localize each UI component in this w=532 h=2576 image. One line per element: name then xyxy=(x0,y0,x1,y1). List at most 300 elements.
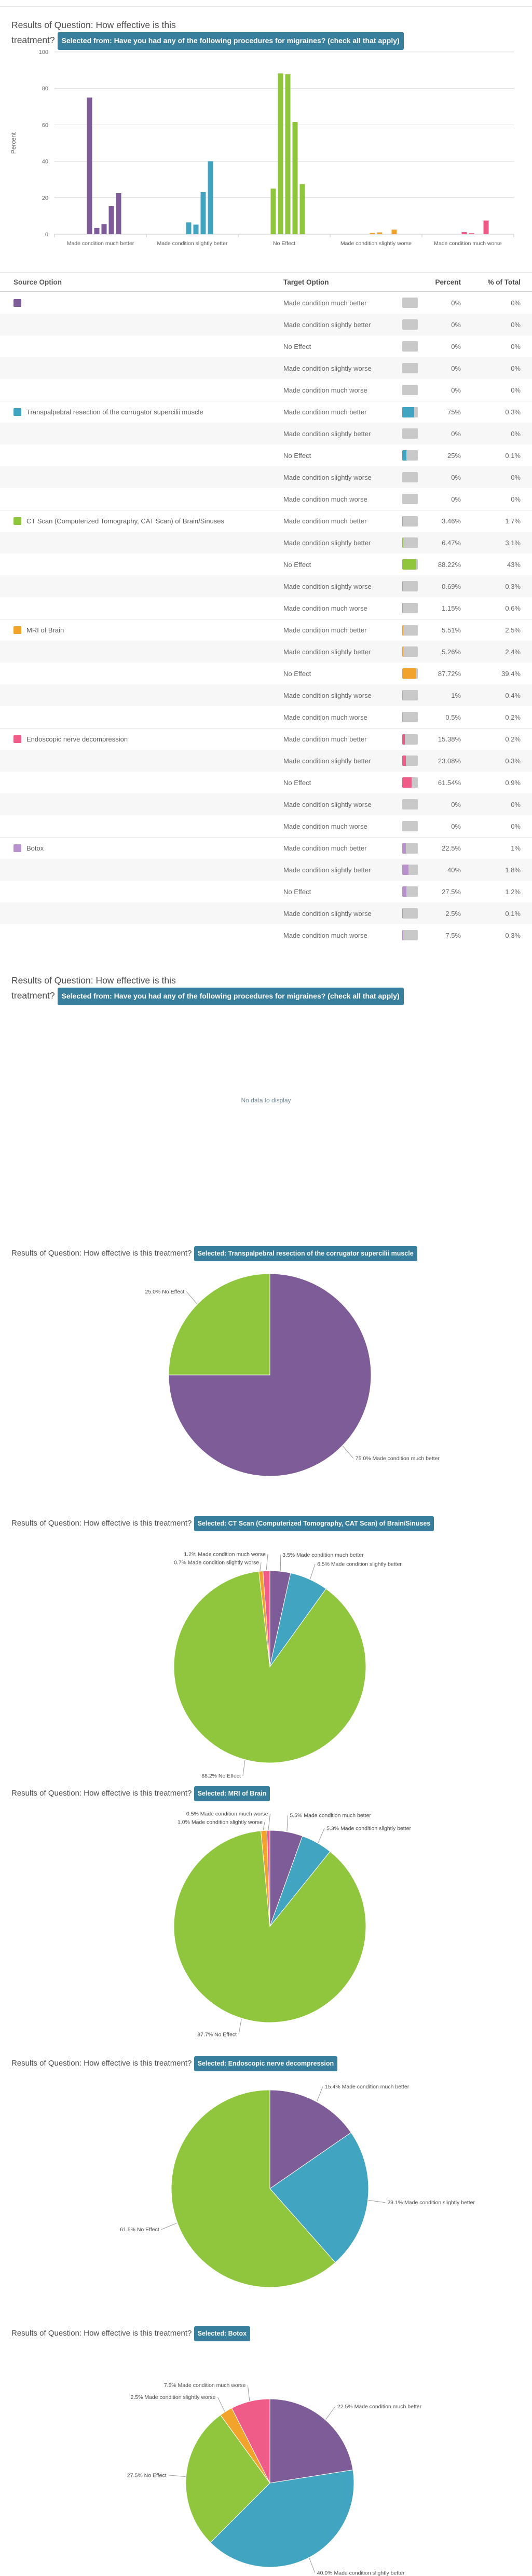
pie-label: 5.3% Made condition slightly better xyxy=(326,1825,411,1832)
percent-value: 7.5% xyxy=(445,931,461,939)
section-pie-transpalpebral-header xyxy=(11,1246,530,1261)
percent-cell xyxy=(402,319,461,330)
pct-of-total-cell: 0.3% xyxy=(505,931,521,939)
pct-of-total-cell: 0.1% xyxy=(505,909,521,918)
table-row xyxy=(0,466,532,488)
table-row xyxy=(0,793,532,815)
percent-cell xyxy=(402,734,461,745)
target-option-cell: Made condition much worse xyxy=(283,931,367,939)
y-axis-title: Percent xyxy=(10,132,17,154)
bar[interactable] xyxy=(370,233,375,234)
page-title-line1: Results of Question: How effective is this xyxy=(11,975,176,986)
percent-bar-chip xyxy=(402,472,418,482)
table-row xyxy=(0,619,532,641)
percent-cell xyxy=(402,625,461,636)
bar[interactable] xyxy=(278,73,283,234)
x-tick-label: Made condition slightly worse xyxy=(340,240,412,247)
pie-label-connector xyxy=(239,2019,241,2034)
bar[interactable] xyxy=(208,161,213,234)
pct-of-total-cell: 1% xyxy=(511,844,521,852)
x-tick-label: Made condition slightly better xyxy=(157,240,228,247)
percent-cell xyxy=(402,450,461,461)
percent-bar-chip xyxy=(402,777,418,788)
bar[interactable] xyxy=(102,224,107,234)
section-bar-header xyxy=(11,18,530,50)
pie-chart-endoscopic xyxy=(0,2072,532,2326)
pie-label: 2.5% Made condition slightly worse xyxy=(130,2394,216,2401)
table-row xyxy=(0,772,532,793)
table-row xyxy=(0,292,532,314)
bar[interactable] xyxy=(94,228,100,234)
percent-bar-chip xyxy=(402,407,418,417)
table-row xyxy=(0,881,532,902)
pie-label: 25.0% No Effect xyxy=(145,1288,185,1295)
target-option-cell: Made condition slightly worse xyxy=(283,909,372,918)
pie-label: 7.5% Made condition much worse xyxy=(163,2382,246,2389)
source-color-swatch xyxy=(13,735,21,743)
pie-label: 1.0% Made condition slightly worse xyxy=(177,1819,263,1826)
source-option-label: Transpalpebral resection of the corrugator supercilii muscle xyxy=(26,408,203,416)
percent-value: 88.22% xyxy=(438,560,461,569)
pie-label: 87.7% No Effect xyxy=(197,2031,237,2038)
table-header-row xyxy=(0,272,532,292)
percent-value: 0% xyxy=(451,364,461,372)
percent-bar-chip xyxy=(402,756,418,766)
page-title-line2: treatment? xyxy=(11,990,55,1001)
source-option-cell xyxy=(13,626,283,634)
percent-cell xyxy=(402,886,461,897)
percent-bar-chip xyxy=(402,865,418,875)
target-option-cell: Made condition slightly worse xyxy=(283,582,372,590)
table-row xyxy=(0,815,532,837)
pie-label: 75.0% Made condition much better xyxy=(355,1455,440,1462)
percent-bar-chip xyxy=(402,581,418,591)
target-option-cell: Made condition much worse xyxy=(283,386,367,394)
percent-bar-chip xyxy=(402,363,418,373)
pie-label: 3.5% Made condition much better xyxy=(282,1552,364,1558)
page-title-line2: treatment? xyxy=(11,35,55,45)
bar[interactable] xyxy=(87,98,92,234)
percent-cell xyxy=(402,298,461,308)
page-title: Results of Question: How effective is this treatment? xyxy=(11,1519,192,1528)
percent-value: 0% xyxy=(451,473,461,481)
percent-bar-chip xyxy=(402,712,418,722)
percent-bar-chip xyxy=(402,668,418,679)
percent-value: 5.51% xyxy=(442,626,461,634)
bar[interactable] xyxy=(377,232,383,234)
table-row xyxy=(0,859,532,881)
percent-value: 22.5% xyxy=(442,844,461,852)
bar[interactable] xyxy=(293,122,298,234)
page-title: Results of Question: How effective is this treatment? xyxy=(11,1789,192,1798)
top-divider xyxy=(0,6,532,7)
percent-cell xyxy=(402,690,461,700)
pie-label: 6.5% Made condition slightly better xyxy=(317,1561,402,1568)
percent-value: 15.38% xyxy=(438,735,461,743)
percent-value: 0% xyxy=(451,495,461,503)
percent-value: 0% xyxy=(451,299,461,307)
table-row xyxy=(0,532,532,554)
pct-of-total-cell: 0.3% xyxy=(505,582,521,590)
target-option-cell: Made condition much better xyxy=(283,626,367,634)
pct-of-total-cell: 0% xyxy=(511,800,521,808)
percent-cell xyxy=(402,865,461,875)
bar[interactable] xyxy=(300,184,305,234)
bar[interactable] xyxy=(201,192,206,234)
pct-of-total-cell: 0% xyxy=(511,320,521,329)
percent-bar-chip xyxy=(402,690,418,700)
x-tick-label: Made condition much worse xyxy=(434,240,502,247)
target-option-cell: No Effect xyxy=(283,669,311,678)
y-tick-label: 0 xyxy=(45,232,48,238)
source-color-swatch xyxy=(13,626,21,634)
percent-cell xyxy=(402,603,461,613)
pie-label: 0.5% Made condition much worse xyxy=(186,1811,268,1817)
source-option-label: MRI of Brain xyxy=(26,626,64,634)
pie-label-connector xyxy=(218,2397,225,2412)
source-option-cell xyxy=(13,517,283,525)
target-option-cell: No Effect xyxy=(283,778,311,787)
pct-of-total-cell: 0.2% xyxy=(505,713,521,721)
percent-value: 0% xyxy=(451,822,461,830)
percent-value: 0.5% xyxy=(445,713,461,721)
target-option-cell: Made condition much better xyxy=(283,844,367,852)
percent-cell xyxy=(402,756,461,766)
percent-value: 25% xyxy=(447,451,461,460)
col-target-option: Target Option xyxy=(283,278,329,286)
percent-value: 0% xyxy=(451,320,461,329)
table-row xyxy=(0,554,532,575)
percent-value: 3.46% xyxy=(442,517,461,525)
percent-bar-chip xyxy=(402,494,418,504)
selected-filter-badge: Selected: CT Scan (Computerized Tomography, CAT Scan) of Brain/Sinuses xyxy=(194,1516,434,1531)
percent-value: 5.26% xyxy=(442,648,461,656)
percent-value: 0% xyxy=(451,429,461,438)
target-option-cell: Made condition much better xyxy=(283,299,367,307)
percent-bar-chip xyxy=(402,559,418,570)
source-option-label: CT Scan (Computerized Tomography, CAT Scan) of Brain/Sinuses xyxy=(26,517,225,525)
percent-cell xyxy=(402,494,461,504)
x-tick-label: Made condition much better xyxy=(66,240,134,247)
target-option-cell: Made condition slightly better xyxy=(283,866,371,874)
percent-value: 27.5% xyxy=(442,887,461,896)
pie-label-connector xyxy=(280,1555,281,1571)
table-row xyxy=(0,379,532,401)
table-row xyxy=(0,357,532,379)
target-option-cell: No Effect xyxy=(283,342,311,350)
percent-bar-chip xyxy=(402,646,418,657)
section-nodata-header xyxy=(11,973,530,1005)
page-title-line1: Results of Question: How effective is this xyxy=(11,20,176,30)
selected-filter-badge: Selected: Botox xyxy=(194,2326,250,2341)
pie-label: 27.5% No Effect xyxy=(127,2472,167,2479)
pct-of-total-cell: 0.3% xyxy=(505,408,521,416)
percent-bar-chip xyxy=(402,298,418,308)
percent-bar-chip xyxy=(402,886,418,897)
percent-bar-chip xyxy=(402,908,418,919)
bar[interactable] xyxy=(186,222,192,234)
percent-cell xyxy=(402,559,461,570)
pie-label: 23.1% Made condition slightly better xyxy=(387,2200,475,2206)
table-row xyxy=(0,924,532,946)
selected-filter-badge: Selected: Transpalpebral resection of the corrugator supercilii muscle xyxy=(194,1246,417,1261)
percent-cell xyxy=(402,843,461,854)
pie-chart-mri xyxy=(0,1802,532,2056)
pie-label-connector xyxy=(326,2406,335,2419)
percent-bar-chip xyxy=(402,843,418,854)
bar[interactable] xyxy=(285,74,291,234)
percent-bar-chip xyxy=(402,428,418,439)
source-color-swatch xyxy=(13,299,21,307)
target-option-cell: Made condition slightly worse xyxy=(283,364,372,372)
pie-label: 15.4% Made condition much better xyxy=(324,2083,410,2090)
pct-of-total-cell: 43% xyxy=(507,560,521,569)
target-option-cell: No Effect xyxy=(283,887,311,896)
percent-cell xyxy=(402,581,461,591)
target-option-cell: No Effect xyxy=(283,451,311,460)
source-option-cell xyxy=(13,844,283,852)
percent-bar-chip xyxy=(402,341,418,352)
page-title: Results of Question: How effective is this treatment? xyxy=(11,2059,192,2068)
percent-bar-chip xyxy=(402,625,418,636)
target-option-cell: Made condition much better xyxy=(283,517,367,525)
pct-of-total-cell: 0.4% xyxy=(505,691,521,699)
pct-of-total-cell: 39.4% xyxy=(501,669,521,678)
col-percent: Percent xyxy=(435,278,461,286)
pie-label-connector xyxy=(369,2200,386,2202)
percent-value: 0% xyxy=(451,800,461,808)
col-pct-of-total: % of Total xyxy=(487,278,521,286)
percent-value: 0% xyxy=(451,342,461,350)
percent-bar-chip xyxy=(402,799,418,810)
percent-value: 75% xyxy=(447,408,461,416)
percent-cell xyxy=(402,428,461,439)
target-option-cell: Made condition much better xyxy=(283,408,367,416)
pie-label-connector xyxy=(309,2558,315,2573)
percent-cell xyxy=(402,407,461,417)
pie-label: 61.5% No Effect xyxy=(120,2227,159,2233)
bar[interactable] xyxy=(109,206,114,234)
percent-cell xyxy=(402,930,461,940)
pie-label-connector xyxy=(318,1828,324,1843)
pct-of-total-cell: 2.5% xyxy=(505,626,521,634)
pie-label: 5.5% Made condition much better xyxy=(290,1812,371,1819)
pie-label: 0.7% Made condition slightly worse xyxy=(174,1559,260,1566)
pie-label-connector xyxy=(243,1760,245,1776)
percent-cell xyxy=(402,821,461,831)
percent-value: 0% xyxy=(451,386,461,394)
percent-value: 1.15% xyxy=(442,604,461,612)
pie-chart-transpalpebral xyxy=(0,1262,532,1508)
target-option-cell: Made condition much worse xyxy=(283,822,367,830)
pct-of-total-cell: 0% xyxy=(511,822,521,830)
pct-of-total-cell: 0% xyxy=(511,495,521,503)
pct-of-total-cell: 2.4% xyxy=(505,648,521,656)
pie-label-connector xyxy=(287,1815,288,1831)
target-option-cell: Made condition slightly worse xyxy=(283,473,372,481)
table-row xyxy=(0,314,532,335)
pie-label-connector xyxy=(169,2475,186,2477)
section-pie-mri-header xyxy=(11,1786,530,1801)
target-option-cell: Made condition slightly better xyxy=(283,757,371,765)
percent-bar-chip xyxy=(402,385,418,395)
pie-label: 88.2% No Effect xyxy=(201,1773,241,1779)
source-option-cell xyxy=(13,735,283,743)
source-option-label: Botox xyxy=(26,844,44,852)
pie-label-connector xyxy=(266,1554,268,1570)
bar[interactable] xyxy=(194,225,199,234)
bar[interactable] xyxy=(271,188,276,234)
x-tick-label: No Effect xyxy=(273,240,295,247)
selected-filter-badge: Selected from: Have you had any of the following procedures for migraines? (check all that apply) xyxy=(58,988,404,1005)
table-row xyxy=(0,750,532,772)
target-option-cell: Made condition slightly better xyxy=(283,429,371,438)
percent-cell xyxy=(402,908,461,919)
pie-chart-ct-scan xyxy=(0,1532,532,1786)
target-option-cell: Made condition much better xyxy=(283,735,367,743)
pie-label-connector xyxy=(186,1291,197,1304)
table-row xyxy=(0,510,532,532)
percent-bar-chip xyxy=(402,821,418,831)
table-row xyxy=(0,597,532,619)
section-pie-ct-header xyxy=(11,1516,530,1531)
target-option-cell: Made condition slightly worse xyxy=(283,691,372,699)
bar[interactable] xyxy=(469,233,474,234)
table-row xyxy=(0,837,532,859)
pie-label: 40.0% Made condition slightly better xyxy=(317,2570,405,2576)
pct-of-total-cell: 0.6% xyxy=(505,604,521,612)
pct-of-total-cell: 0.9% xyxy=(505,778,521,787)
percent-bar-chip xyxy=(402,537,418,548)
y-tick-label: 100 xyxy=(38,49,48,56)
bar[interactable] xyxy=(116,193,121,234)
percent-value: 40% xyxy=(447,866,461,874)
pie-chart-botox xyxy=(0,2331,532,2576)
page-title: Results of Question: How effective is this treatment? xyxy=(11,2329,192,2338)
pie-label-connector xyxy=(161,2223,177,2230)
percent-bar-chip xyxy=(402,450,418,461)
percent-cell xyxy=(402,363,461,373)
percent-value: 61.54% xyxy=(438,778,461,787)
pct-of-total-cell: 0.3% xyxy=(505,757,521,765)
pie-slice[interactable] xyxy=(270,2399,353,2483)
target-option-cell: Made condition much worse xyxy=(283,713,367,721)
table-row xyxy=(0,335,532,357)
percent-cell xyxy=(402,799,461,810)
percent-cell xyxy=(402,472,461,482)
table-row xyxy=(0,488,532,510)
target-option-cell: Made condition slightly worse xyxy=(283,800,372,808)
table-row xyxy=(0,728,532,750)
pct-of-total-cell: 0% xyxy=(511,473,521,481)
percent-value: 0.69% xyxy=(442,582,461,590)
percent-value: 23.08% xyxy=(438,757,461,765)
source-color-swatch xyxy=(13,517,21,525)
pie-label-connector xyxy=(310,1564,315,1579)
percent-bar-chip xyxy=(402,930,418,940)
pie-label: 1.2% Made condition much worse xyxy=(184,1551,266,1558)
percent-value: 6.47% xyxy=(442,538,461,547)
table-row xyxy=(0,444,532,466)
bar-chart xyxy=(0,46,532,253)
source-option-label: Endoscopic nerve decompression xyxy=(26,735,128,743)
pct-of-total-cell: 0% xyxy=(511,364,521,372)
target-option-cell: Made condition much worse xyxy=(283,495,367,503)
pct-of-total-cell: 1.8% xyxy=(505,866,521,874)
pie-label-connector xyxy=(260,1562,261,1571)
percent-value: 1% xyxy=(451,691,461,699)
section-pie-endoscopic-header xyxy=(11,2056,530,2071)
percent-value: 2.5% xyxy=(445,909,461,918)
pct-of-total-cell: 0.2% xyxy=(505,735,521,743)
source-option-cell xyxy=(13,408,283,416)
table-row xyxy=(0,902,532,924)
pie-label-connector xyxy=(248,2385,250,2400)
pie-label-connector xyxy=(268,1814,270,1830)
pie-label-connector xyxy=(317,2086,323,2101)
pie-label-connector xyxy=(263,1822,265,1830)
source-color-swatch xyxy=(13,408,21,416)
source-color-swatch xyxy=(13,844,21,852)
percent-cell xyxy=(402,537,461,548)
pct-of-total-cell: 3.1% xyxy=(505,538,521,547)
pct-of-total-cell: 0% xyxy=(511,342,521,350)
percent-cell xyxy=(402,341,461,352)
percent-cell xyxy=(402,516,461,527)
pct-of-total-cell: 0.1% xyxy=(505,451,521,460)
percent-bar-chip xyxy=(402,603,418,613)
percent-cell xyxy=(402,646,461,657)
pct-of-total-cell: 1.2% xyxy=(505,887,521,896)
table-row xyxy=(0,684,532,706)
bar[interactable] xyxy=(484,221,489,234)
pct-of-total-cell: 0% xyxy=(511,299,521,307)
col-source-option: Source Option xyxy=(13,278,62,286)
results-table xyxy=(0,272,532,946)
table-row xyxy=(0,706,532,728)
source-option-cell xyxy=(13,299,283,307)
target-option-cell: Made condition slightly better xyxy=(283,648,371,656)
percent-value: 87.72% xyxy=(438,669,461,678)
table-row xyxy=(0,663,532,684)
percent-bar-chip xyxy=(402,734,418,745)
percent-bar-chip xyxy=(402,516,418,527)
percent-bar-chip xyxy=(402,319,418,330)
target-option-cell: No Effect xyxy=(283,560,311,569)
table-row xyxy=(0,575,532,597)
bar[interactable] xyxy=(462,232,467,234)
percent-cell xyxy=(402,712,461,722)
page-title: Results of Question: How effective is this treatment? xyxy=(11,1249,192,1258)
target-option-cell: Made condition much worse xyxy=(283,604,367,612)
target-option-cell: Made condition slightly better xyxy=(283,320,371,329)
target-option-cell: Made condition slightly better xyxy=(283,538,371,547)
selected-filter-badge: Selected: MRI of Brain xyxy=(194,1786,270,1801)
table-row xyxy=(0,401,532,423)
table-row xyxy=(0,423,532,444)
y-tick-label: 20 xyxy=(42,195,48,201)
selected-filter-badge: Selected from: Have you had any of the following procedures for migraines? (check all that apply) xyxy=(58,32,404,50)
pct-of-total-cell: 0% xyxy=(511,386,521,394)
selected-filter-badge: Selected: Endoscopic nerve decompression xyxy=(194,2056,338,2071)
bar[interactable] xyxy=(392,230,397,234)
pct-of-total-cell: 1.7% xyxy=(505,517,521,525)
y-tick-label: 60 xyxy=(42,122,48,129)
percent-cell xyxy=(402,385,461,395)
no-data-message: No data to display xyxy=(241,1097,291,1104)
y-tick-label: 80 xyxy=(42,86,48,92)
table-row xyxy=(0,641,532,663)
